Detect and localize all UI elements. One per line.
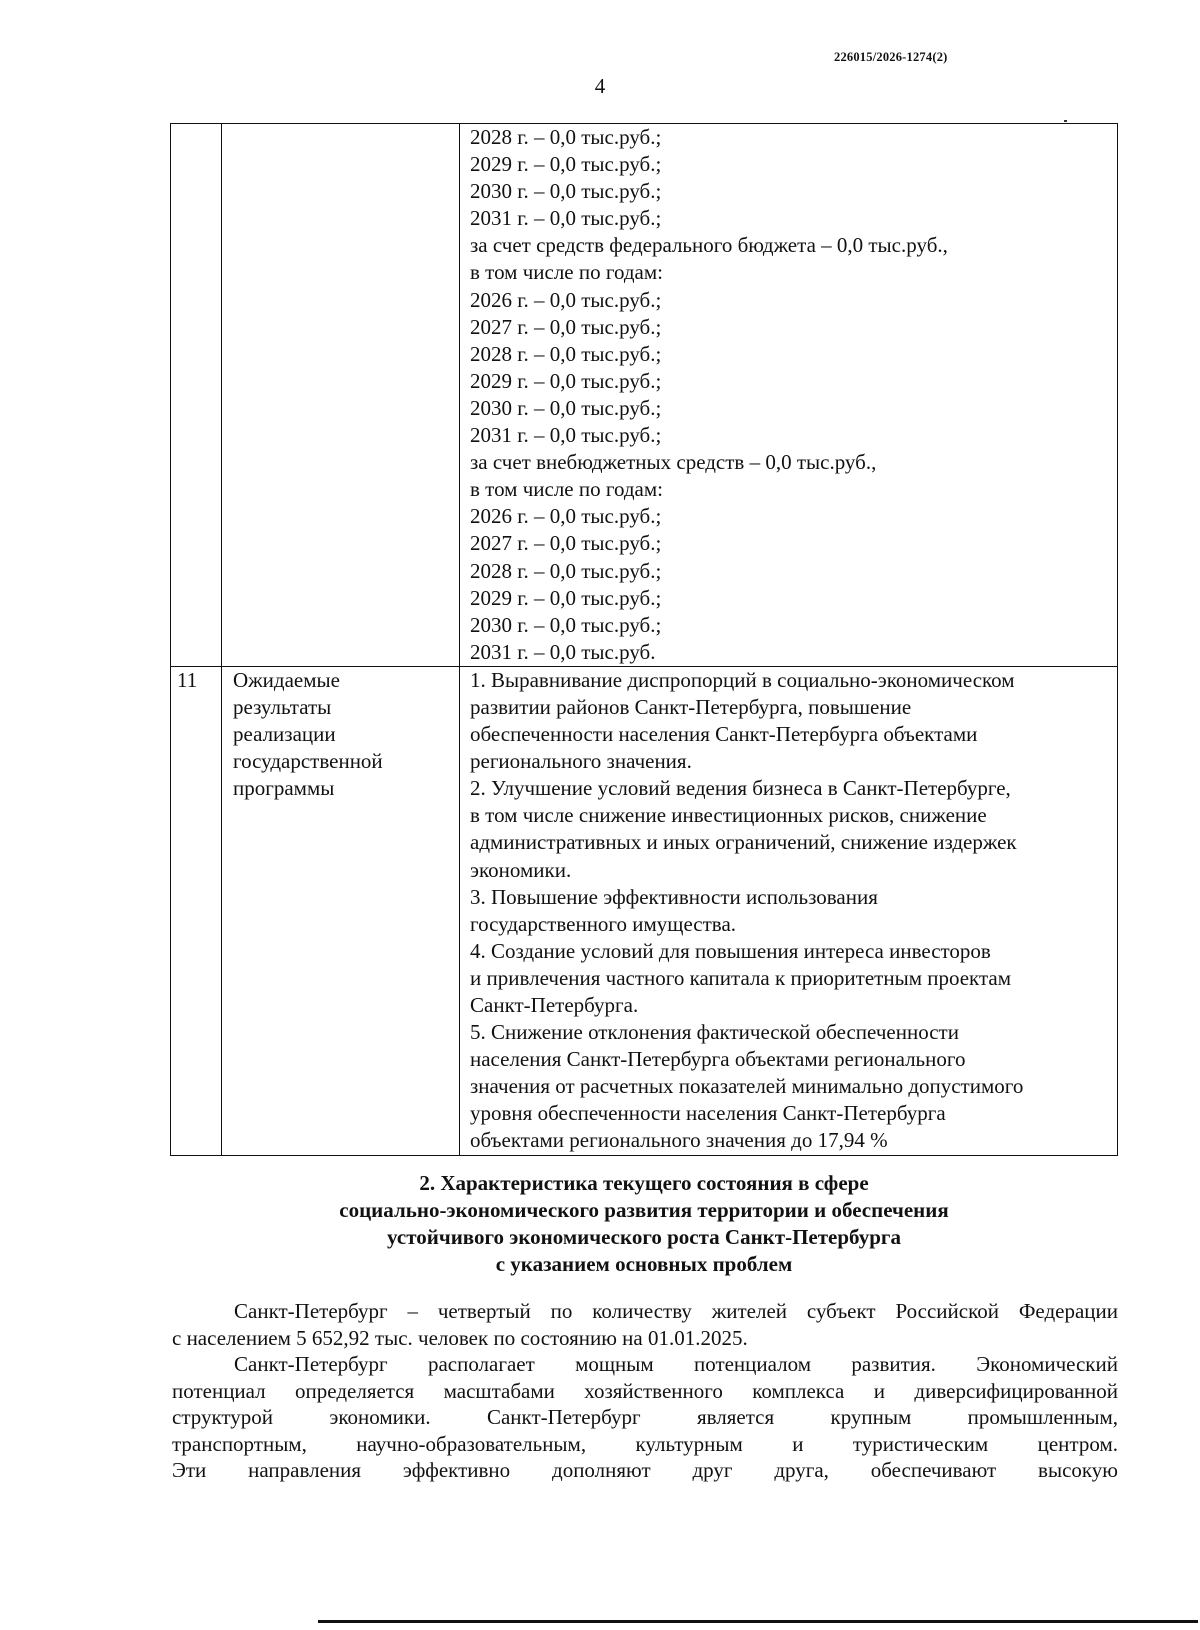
result-line: экономики. — [470, 857, 572, 882]
funding-line: 2031 г. – 0,0 тыс.руб. — [470, 639, 656, 664]
heading-line: устойчивого экономического роста Санкт-Петербурга — [387, 1225, 901, 1249]
funding-line: 2028 г. – 0,0 тыс.руб.; — [470, 125, 662, 149]
result-line: государственного имущества. — [470, 911, 737, 936]
result-line: регионального значения. — [470, 749, 692, 774]
funding-line: за счет средств федерального бюджета – 0,0 тыс.руб., — [470, 233, 948, 258]
result-line: 2. Улучшение условий ведения бизнеса в Санкт-Петербурге, — [470, 776, 1011, 801]
result-line: и привлечения частного капитала к приоритетным проектам — [470, 965, 1012, 990]
result-line: в том числе снижение инвестиционных рисков, снижение — [470, 803, 987, 828]
paragraph-line: Санкт-Петербург – четвертый по количеству жителей субъект Российской Федерации — [234, 1299, 1118, 1323]
row-label-line: программы — [233, 776, 335, 801]
result-line: 1. Выравнивание диспропорций в социально-экономическом — [470, 667, 1015, 692]
result-line: административных и иных ограничений, снижение издержек — [470, 830, 1017, 855]
funding-line: в том числе по годам: — [470, 477, 663, 502]
expected-results — [460, 666, 1118, 1155]
scan-bottom-edge — [318, 1620, 1198, 1623]
row-label — [222, 666, 460, 1155]
result-line: объектами регионального значения до 17,94 % — [470, 1128, 888, 1153]
result-line: 5. Снижение отклонения фактической обеспеченности — [470, 1020, 959, 1045]
paragraph-line: структурой экономики. Санкт-Петербург является крупным промышленным, — [172, 1405, 1118, 1429]
funding-line: 2031 г. – 0,0 тыс.руб.; — [470, 206, 662, 231]
section-heading — [170, 1170, 1118, 1278]
paragraph-line: потенциал определяется масштабами хозяйственного комплекса и диверсифицированной — [172, 1378, 1118, 1403]
row-label-line: реализации — [233, 722, 336, 747]
funding-line: 2027 г. – 0,0 тыс.руб.; — [470, 314, 662, 339]
heading-line: 2. Характеристика текущего состояния в сфере — [419, 1171, 869, 1195]
row-label-line: Ожидаемые — [233, 667, 340, 692]
result-line: населения Санкт-Петербурга объектами регионального — [470, 1047, 966, 1072]
heading-line: с указанием основных проблем — [495, 1252, 793, 1276]
table-row-11 — [171, 666, 1118, 1155]
section-body — [172, 1298, 1118, 1484]
table-row-continued — [171, 124, 1118, 667]
funding-line: 2029 г. – 0,0 тыс.руб.; — [470, 152, 662, 177]
result-line: обеспеченности населения Санкт-Петербурга объектами — [470, 722, 978, 747]
result-line: 3. Повышение эффективности использования — [470, 884, 878, 909]
scan-mark — [1064, 120, 1067, 122]
funding-line: 2029 г. – 0,0 тыс.руб.; — [470, 368, 662, 393]
paragraph-line: Эти направления эффективно дополняют друг друга, обеспечивают высокую — [172, 1458, 1118, 1482]
funding-line: 2026 г. – 0,0 тыс.руб.; — [470, 287, 662, 312]
cell-label-empty — [222, 124, 460, 667]
funding-line: 2026 г. – 0,0 тыс.руб.; — [470, 504, 662, 529]
row-number: 11 — [171, 666, 222, 1155]
funding-line: в том числе по годам: — [470, 260, 663, 285]
paragraph-2 — [172, 1351, 1118, 1484]
result-line: развитии районов Санкт-Петербурга, повышение — [470, 694, 912, 719]
page-number: 4 — [594, 74, 606, 98]
funding-line: 2030 г. – 0,0 тыс.руб.; — [470, 179, 662, 204]
result-line: Санкт-Петербурга. — [470, 993, 639, 1017]
funding-line: за счет внебюджетных средств – 0,0 тыс.руб., — [470, 450, 877, 475]
program-passport-table — [170, 123, 1118, 1156]
funding-line: 2028 г. – 0,0 тыс.руб.; — [470, 341, 662, 366]
funding-line: 2030 г. – 0,0 тыс.руб.; — [470, 395, 662, 420]
cell-funding-values — [460, 124, 1118, 667]
paragraph-line: с населением 5 652,92 тыс. человек по состоянию на 01.01.2025. — [172, 1325, 748, 1350]
paragraph-line: транспортным, научно-образовательным, культурным и туристическим центром. — [172, 1431, 1118, 1456]
paragraph-line: Санкт-Петербург располагает мощным потенциалом развития. Экономический — [234, 1352, 1118, 1376]
paragraph-1 — [172, 1298, 1118, 1351]
funding-line: 2031 г. – 0,0 тыс.руб.; — [470, 423, 662, 448]
cell-number-empty — [171, 124, 222, 667]
result-line: 4. Создание условий для повышения интереса инвесторов — [470, 938, 991, 963]
funding-line: 2028 г. – 0,0 тыс.руб.; — [470, 558, 662, 583]
funding-line: 2029 г. – 0,0 тыс.руб.; — [470, 585, 662, 610]
result-line: значения от расчетных показателей минимально допустимого — [470, 1074, 1024, 1099]
funding-line: 2030 г. – 0,0 тыс.руб.; — [470, 612, 662, 637]
document-number: 226015/2026-1274(2) — [834, 50, 948, 64]
row-label-line: государственной — [233, 749, 383, 774]
row-label-line: результаты — [233, 694, 332, 719]
result-line: уровня обеспеченности населения Санкт-Петербурга — [470, 1101, 946, 1126]
funding-line: 2027 г. – 0,0 тыс.руб.; — [470, 531, 662, 556]
heading-line: социально-экономического развития территории и обеспечения — [339, 1198, 949, 1222]
